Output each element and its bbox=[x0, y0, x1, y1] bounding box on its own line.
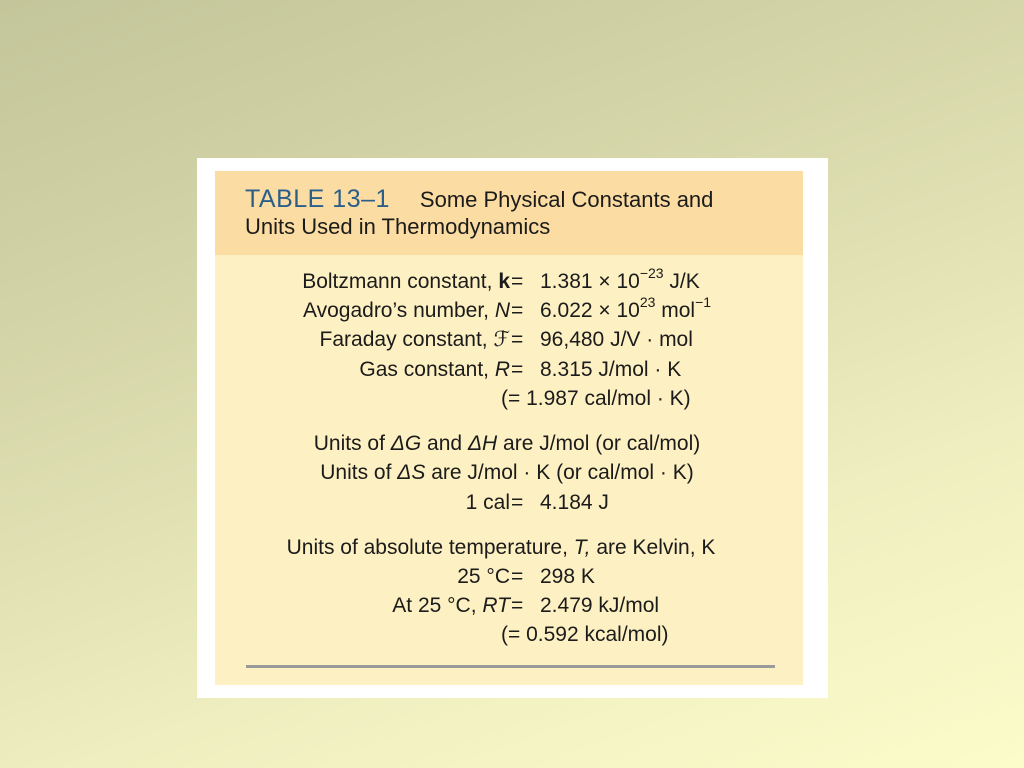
equals-sign: = bbox=[511, 491, 524, 514]
equals-sign: = bbox=[511, 594, 524, 617]
units-ds-row bbox=[213, 459, 801, 487]
rt-row bbox=[215, 592, 803, 620]
avogadro-row bbox=[215, 294, 803, 325]
faraday-row bbox=[215, 326, 803, 354]
rt-lhs-text: At 25 °C, bbox=[392, 594, 483, 617]
slide-frame bbox=[197, 158, 828, 698]
celsius-rhs: 298 K bbox=[540, 565, 595, 588]
units-text: Units of bbox=[320, 461, 398, 484]
faraday-symbol: ℱ bbox=[493, 328, 510, 351]
equals-sign: = bbox=[511, 328, 524, 351]
bottom-rule bbox=[246, 665, 775, 668]
avogadro-name: Avogadro’s number, bbox=[302, 299, 495, 322]
avogadro-unit: mol bbox=[655, 299, 696, 322]
table-title-text-1: Some Physical Constants and bbox=[419, 187, 714, 212]
delta-s-symbol: ΔS bbox=[397, 461, 426, 484]
avogadro-symbol: N bbox=[494, 299, 510, 322]
units-text: and bbox=[421, 432, 468, 455]
celsius-lhs: 25 °C bbox=[457, 565, 510, 588]
delta-g-symbol: ΔG bbox=[390, 432, 422, 455]
gas-constant-name: Gas constant, bbox=[359, 358, 495, 381]
avogadro-value: 6.022 × 10 bbox=[540, 299, 640, 322]
rt-value: 2.479 kJ/mol bbox=[540, 594, 660, 617]
gas-constant-alt-value: (= 1.987 cal/mol · K) bbox=[501, 387, 691, 410]
units-text: are J/mol (or cal/mol) bbox=[497, 432, 701, 455]
boltzmann-unit: J/K bbox=[663, 270, 700, 293]
table-title-line-1 bbox=[245, 185, 713, 214]
gas-constant-symbol: R bbox=[494, 358, 510, 381]
temperature-text: are Kelvin, K bbox=[590, 536, 716, 559]
table-number: TABLE 13–1 bbox=[245, 185, 390, 213]
avogadro-exponent: 23 bbox=[639, 294, 656, 310]
boltzmann-name: Boltzmann constant, bbox=[302, 270, 499, 293]
calorie-lhs: 1 cal bbox=[465, 491, 510, 514]
boltzmann-value: 1.381 × 10 bbox=[540, 270, 640, 293]
boltzmann-symbol: k bbox=[498, 270, 510, 293]
delta-h-symbol: ΔH bbox=[467, 432, 498, 455]
rt-alt-value: (= 0.592 kcal/mol) bbox=[501, 623, 669, 646]
temperature-units-row bbox=[207, 534, 795, 562]
table-panel bbox=[215, 171, 803, 685]
table-title-line-2: Units Used in Thermodynamics bbox=[245, 214, 551, 239]
equals-sign: = bbox=[511, 299, 524, 322]
calorie-rhs: 4.184 J bbox=[540, 491, 609, 514]
gas-constant-value: 8.315 J/mol · K bbox=[540, 358, 682, 381]
avogadro-unit-exponent: −1 bbox=[695, 294, 712, 310]
faraday-name: Faraday constant, bbox=[319, 328, 494, 351]
rt-alt-row bbox=[215, 621, 803, 649]
equals-sign: = bbox=[511, 358, 524, 381]
temperature-symbol: T, bbox=[573, 536, 591, 559]
temperature-text: Units of absolute temperature, bbox=[286, 536, 574, 559]
rt-symbol: RT bbox=[482, 594, 510, 617]
table-header bbox=[215, 171, 803, 255]
equals-sign: = bbox=[511, 565, 524, 588]
units-dg-dh-row bbox=[213, 430, 801, 458]
units-text: are J/mol · K (or cal/mol · K) bbox=[425, 461, 694, 484]
gas-constant-row bbox=[215, 356, 803, 384]
calorie-row bbox=[215, 489, 803, 517]
units-text: Units of bbox=[313, 432, 391, 455]
boltzmann-exponent: −23 bbox=[639, 265, 664, 281]
equals-sign: = bbox=[511, 270, 524, 293]
faraday-value: 96,480 J/V · mol bbox=[540, 328, 693, 351]
gas-constant-alt-row bbox=[215, 385, 803, 413]
celsius-row bbox=[215, 563, 803, 591]
boltzmann-row bbox=[215, 265, 803, 296]
